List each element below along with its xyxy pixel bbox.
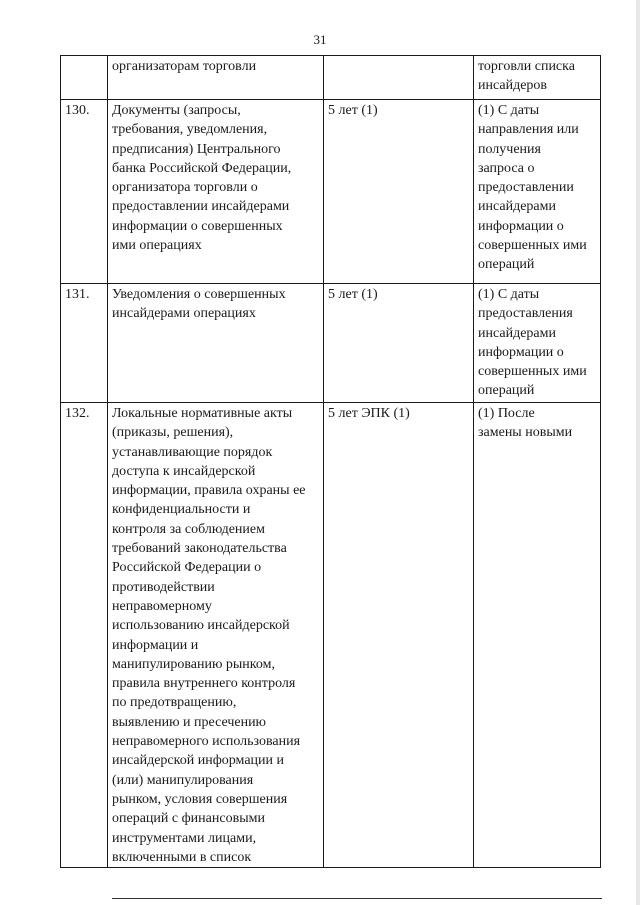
retention-note: торговли списка инсайдеров: [474, 56, 601, 100]
item-number: 131.: [61, 284, 108, 403]
retention-term: 5 лет (1): [324, 100, 474, 284]
scan-edge-shadow: [636, 0, 640, 905]
page-number: 31: [313, 32, 327, 47]
item-number: 130.: [61, 100, 108, 284]
retention-note: (1) С даты направления или получения запроса о предоставлении инсайдерами информации о совершенных ими операций: [474, 100, 601, 284]
retention-term: [324, 56, 474, 100]
retention-term: 5 лет (1): [324, 284, 474, 403]
scan-bottom-rule: [112, 898, 602, 899]
document-description: Документы (запросы, требования, уведомления, предписания) Центрального банка Российской Федерации, организатора торговли о предоставлении инсайдерами информации о совершенных ими операциях: [108, 100, 324, 284]
item-number: [61, 56, 108, 100]
document-description: Локальные нормативные акты (приказы, решения), устанавливающие порядок доступа к инсайдерской информации, правила охраны ее конфиденциальности и контроля за соблюдением требований законодательства Российской Федерации о противодействии неправомерному использованию инсайдерской информации и манипулированию рынком, правила внутреннего контроля по предотвращению, выявлению и пресечению неправомерного использования инсайдерской информации и (или) манипулирования рынком, условия совершения операций с финансовыми инструментами лицами, включенными в список: [108, 403, 324, 868]
table-row: [61, 403, 601, 868]
document-description: организаторам торговли: [108, 56, 324, 100]
item-number: 132.: [61, 403, 108, 868]
retention-note: (1) С даты предоставления инсайдерами информации о совершенных ими операций: [474, 284, 601, 403]
retention-note: (1) После замены новыми: [474, 403, 601, 868]
retention-schedule-table: [60, 55, 601, 868]
table-row: [61, 284, 601, 403]
document-description: Уведомления о совершенных инсайдерами операциях: [108, 284, 324, 403]
retention-term: 5 лет ЭПК (1): [324, 403, 474, 868]
table-row: [61, 56, 601, 100]
table-row: [61, 100, 601, 284]
